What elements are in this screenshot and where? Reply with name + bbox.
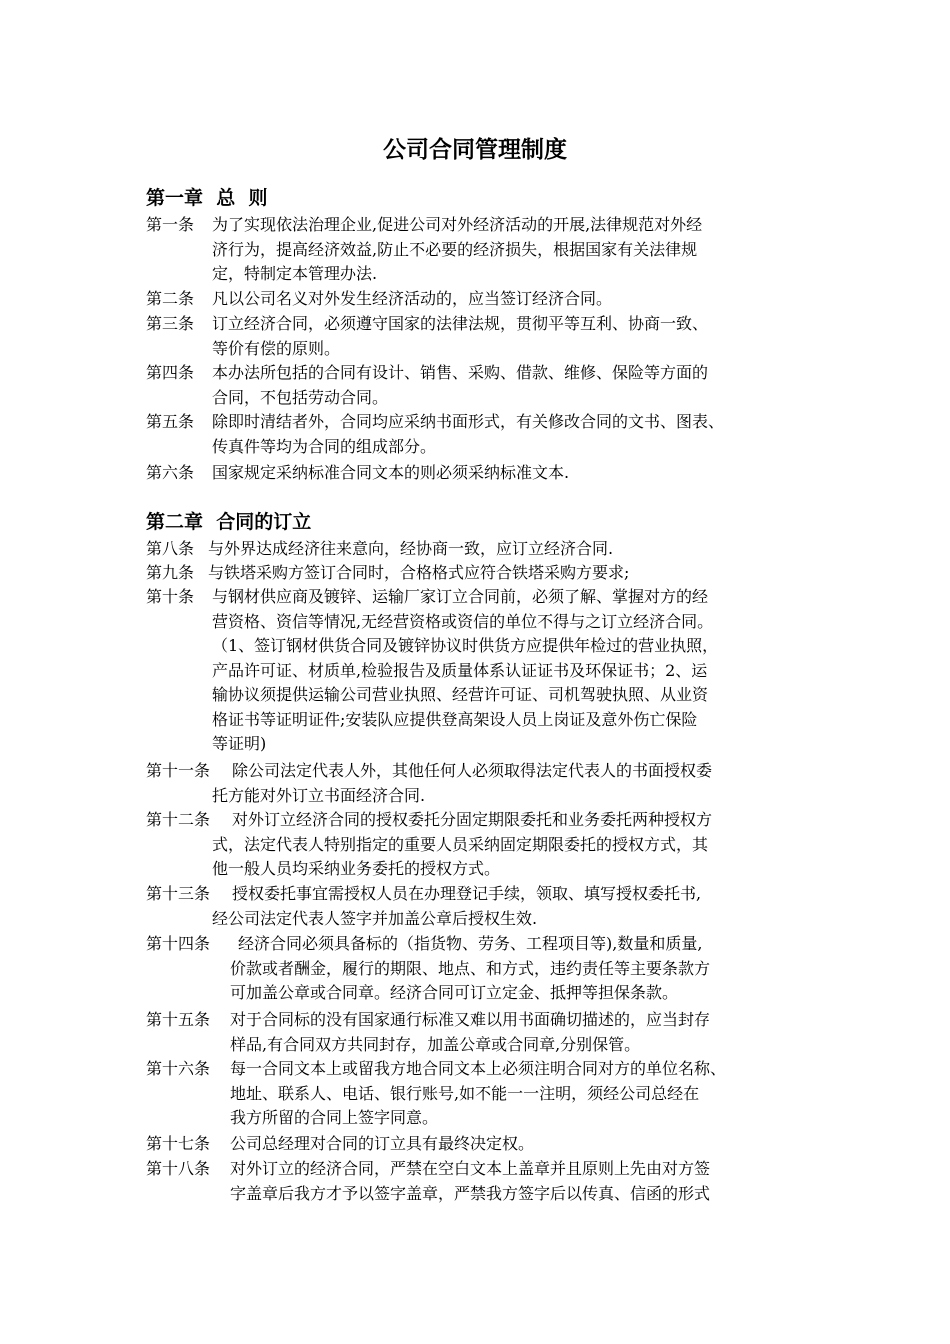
article-label: 第二条 [146, 289, 195, 308]
chapter-heading-2: 第二章 合同的订立 [146, 511, 312, 533]
article-line: 本办法所包括的合同有设计、销售、采购、借款、维修、保险等方面的 [212, 363, 709, 382]
article-label: 第四条 [146, 363, 195, 382]
article-label: 第十条 [146, 587, 195, 606]
article-line: 等证明) [212, 734, 267, 753]
article-16 [146, 1057, 826, 1131]
article-line: 对外订立经济合同的授权委托分固定期限委托和业务委托两种授权方 [232, 810, 713, 829]
article-line: 经公司法定代表人签字并加盖公章后授权生效. [212, 908, 538, 928]
article-line: 地址、联系人、电话、银行账号,如不能一一注明，须经公司总经在 [230, 1083, 700, 1103]
article-line: 授权委托事宜需授权人员在办理登记手续，领取、填写授权委托书, [232, 884, 702, 903]
article-line: 对于合同标的没有国家通行标准又难以用书面确切描述的，应当封存 [230, 1010, 711, 1029]
article-1 [146, 213, 826, 287]
article-line: 定，特制定本管理办法. [212, 264, 378, 283]
article-label: 第十六条 [146, 1059, 211, 1078]
article-line: 每一合同文本上或留我方地合同文本上必须注明合同对方的单位名称、 [230, 1059, 727, 1078]
article-line: 价款或者酬金，履行的期限、地点、和方式，违约责任等主要条款方 [230, 958, 711, 978]
article-3 [146, 312, 826, 361]
article-label: 第三条 [146, 314, 195, 333]
article-line: 对外订立的经济合同，严禁在空白文本上盖章并且原则上先由对方签 [230, 1159, 711, 1178]
article-label: 第六条 [146, 463, 195, 482]
article-label: 第一条 [146, 215, 195, 234]
article-label: 第十八条 [146, 1159, 211, 1178]
article-label: 第十五条 [146, 1010, 211, 1029]
article-6 [146, 461, 826, 486]
article-15 [146, 1008, 826, 1057]
article-line: 合同，不包括劳动合同。 [212, 387, 389, 407]
article-18 [146, 1157, 826, 1206]
article-line: 他一般人员均采纳业务委托的授权方式。 [212, 859, 501, 878]
article-9 [146, 561, 826, 586]
article-17 [146, 1132, 826, 1157]
article-line: 公司总经理对合同的订立具有最终决定权。 [230, 1134, 535, 1153]
article-line: 样品,有合同双方共同封存，加盖公章或合同章,分别保管。 [230, 1034, 641, 1054]
article-12 [146, 808, 826, 882]
article-line: 为了实现依法治理企业,促进公司对外经济活动的开展,法律规范对外经 [212, 215, 703, 234]
article-label: 第九条 [146, 563, 195, 582]
article-line: 除公司法定代表人外，其他任何人必须取得法定代表人的书面授权委 [232, 761, 713, 780]
article-line: 输协议须提供运输公司营业执照、经营许可证、司机驾驶执照、从业资 [212, 685, 709, 704]
article-line: 与钢材供应商及镀锌、运输厂家订立合同前，必须了解、掌握对方的经 [212, 587, 709, 606]
article-line: 订立经济合同，必须遵守国家的法律法规，贯彻平等互利、协商一致、 [212, 314, 709, 333]
article-5 [146, 410, 826, 459]
article-line: 等价有偿的原则。 [212, 338, 341, 358]
article-line: 与铁塔采购方签订合同时，合格格式应符合铁塔采购方要求; [208, 563, 630, 582]
article-line: 传真件等均为合同的组成部分。 [212, 436, 437, 456]
article-label: 第十一条 [146, 761, 211, 780]
article-line: 可加盖公章或合同章。经济合同可订立定金、抵押等担保条款。 [230, 983, 679, 1002]
article-line: 托方能对外订立书面经济合同. [212, 785, 426, 805]
article-2 [146, 287, 826, 312]
article-label: 第八条 [146, 539, 195, 558]
article-14 [146, 932, 826, 1006]
article-line: 格证书等证明证件;安装队应提供登高架设人员上岗证及意外伤亡保险 [212, 709, 698, 729]
article-label: 第十七条 [146, 1134, 211, 1153]
article-label: 第五条 [146, 412, 195, 431]
article-line: 式，法定代表人特别指定的重要人员采纳固定期限委托的授权方式，其 [212, 834, 709, 854]
article-line: 我方所留的合同上签字同意。 [230, 1108, 439, 1127]
article-line: 凡以公司名义对外发生经济活动的，应当签订经济合同。 [212, 289, 613, 308]
document-title: 公司合同管理制度 [383, 136, 567, 163]
chapter-heading-1: 第一章 总 则 [146, 187, 268, 209]
article-label: 第十四条 [146, 934, 211, 953]
article-4 [146, 361, 826, 410]
article-line: 国家规定采纳标准合同文本的则必须采纳标准文本. [212, 463, 570, 482]
article-11 [146, 759, 826, 808]
article-line: 产品许可证、材质单,检验报告及质量体系认证证书及环保证书；2、运 [212, 660, 708, 680]
article-label: 第十三条 [146, 884, 211, 903]
article-line: 营资格、资信等情况,无经营资格或资信的单位不得与之订立经济合同。 [212, 611, 714, 631]
article-line: 经济合同必须具备标的（指货物、劳务、工程项目等),数量和质量, [238, 934, 703, 953]
article-line: 字盖章后我方才予以签字盖章，严禁我方签字后以传真、信函的形式 [230, 1183, 711, 1203]
article-line: 济行为，提高经济效益,防止不必要的经济损失，根据国家有关法律规 [212, 239, 698, 259]
article-line: （1、签订钢材供货合同及镀锌协议时供货方应提供年检过的营业执照， [212, 636, 719, 655]
article-line: 与外界达成经济往来意向，经协商一致，应订立经济合同. [208, 539, 614, 558]
article-13 [146, 882, 826, 931]
article-8 [146, 537, 826, 562]
article-label: 第十二条 [146, 810, 211, 829]
article-10 [146, 585, 826, 757]
article-line: 除即时清结者外，合同均应采纳书面形式，有关修改合同的文书、图表、 [212, 412, 725, 431]
